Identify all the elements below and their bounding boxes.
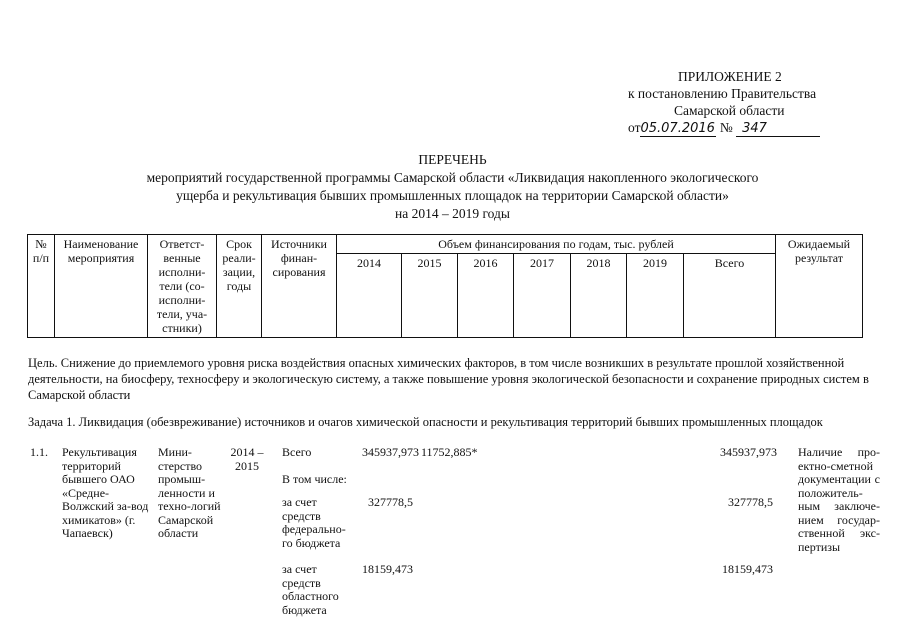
document-title: [0, 151, 905, 223]
goal-text: Цель. Снижение до приемлемого уровня риска воздействия опасных химических факторов, в том числе возникших в результате прошлой хозяйственной деятельности, на биосферу, техносферу и экологическую систему, а также повышение уровня экологической безопасности и сохранение природных систем в Самарской области: [28, 356, 869, 402]
header-total: Всего: [684, 254, 776, 338]
appendix-date-line: [628, 119, 878, 137]
header-name: Наименование мероприятия: [55, 235, 148, 338]
item-term: 2014 – 2015: [230, 445, 264, 473]
header-year-2014: 2014: [337, 254, 402, 338]
row-including: В том числе:: [282, 472, 347, 486]
number-value: 347: [736, 122, 820, 137]
row-federal-total: 327778,5: [728, 495, 773, 509]
number-prefix: №: [719, 120, 733, 135]
item-executors: Мини-стерство промыш-ленности и техно-логий Самарской области: [158, 445, 221, 540]
header-year-2017: 2017: [514, 254, 571, 338]
header-finance: Объем финансирования по годам, тыс. рублей: [337, 235, 776, 254]
appendix-block: [628, 68, 878, 137]
header-year-2015: 2015: [402, 254, 458, 338]
item-number: 1.1.: [30, 445, 48, 459]
appendix-decree: к постановлению Правительства: [628, 86, 817, 101]
row-total-2014: 345937,973: [362, 445, 419, 459]
header-result: Ожидаемый результат: [776, 235, 863, 338]
row-regional-source: за счет средств областного бюджета: [282, 562, 339, 617]
header-table: [27, 234, 863, 338]
header-source: Источники финан-сирования: [262, 235, 337, 338]
appendix-title: ПРИЛОЖЕНИЕ 2: [678, 69, 782, 84]
row-federal-source: за счет средств федерально-го бюджета: [282, 495, 346, 550]
title-line-1: мероприятий государственной программы Самарской области «Ликвидация накопленного экологического: [146, 170, 759, 185]
header-num: № п/п: [28, 235, 55, 338]
row-total-source: Всего: [282, 445, 312, 459]
row-total-total: 345937,973: [720, 445, 777, 459]
row-regional-2014: 18159,473: [362, 562, 413, 576]
header-term: Срок реали-зации, годы: [217, 235, 262, 338]
title-line-2: ущерба и рекультивация бывших промышленных площадок на территории Самарской области»: [176, 188, 729, 203]
appendix-region: Самарской области: [674, 103, 785, 118]
task-text: Задача 1. Ликвидация (обезвреживание) источников и очагов химической опасности и рекультивация территорий бывших промышленных площадок: [28, 415, 823, 429]
row-federal-2014: 327778,5: [368, 495, 413, 509]
item-name: Рекультивация территорий бывшего ОАО «Средне-Волжский за-вод химикатов» (г. Чапаевск): [62, 445, 149, 540]
header-year-2016: 2016: [458, 254, 514, 338]
title-line-3: на 2014 – 2019 годы: [395, 206, 510, 221]
row-regional-total: 18159,473: [722, 562, 773, 576]
item-result: Наличие про-ектно-сметной документации с положитель-ным заключе-нием государ-ственной экс-пертизы: [798, 445, 880, 554]
date-prefix: от: [628, 120, 641, 135]
header-year-2018: 2018: [571, 254, 627, 338]
header-year-2019: 2019: [627, 254, 684, 338]
row-total-2015: 11752,885*: [421, 445, 478, 459]
date-value: 05.07.2016: [640, 121, 715, 136]
title-heading: ПЕРЕЧЕНЬ: [418, 152, 487, 167]
header-executors: Ответст-венные исполни-тели (со-исполни-тели, уча-стники): [148, 235, 217, 338]
